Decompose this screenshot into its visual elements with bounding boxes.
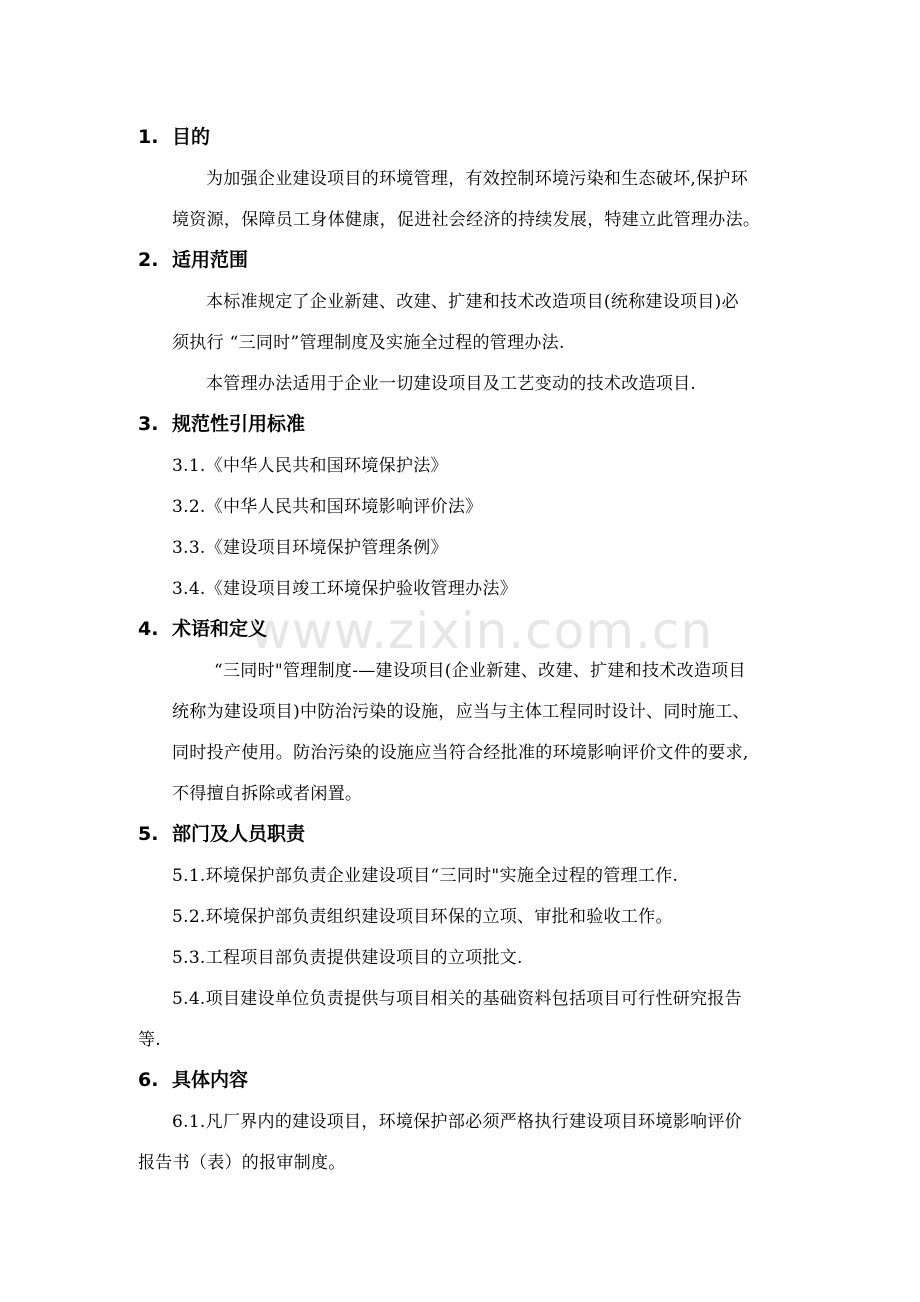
section-title: 部门及人员职责 xyxy=(172,823,306,845)
section-title: 规范性引用标准 xyxy=(172,413,306,435)
section-heading-4 xyxy=(138,617,267,641)
responsibility-item: 5.3.工程项目部负责提供建设项目的立项批文. xyxy=(172,948,523,968)
paragraph-line: 统称为建设项目)中防治污染的设施，应当与主体工程同时设计、同时施工、 xyxy=(172,702,750,722)
paragraph-line: 不得擅自拆除或者闲置。 xyxy=(172,784,363,804)
content-item: 6.1.凡厂界内的建设项目，环境保护部必须严格执行建设项目环境影响评价 xyxy=(172,1112,742,1132)
paragraph-line: 须执行 “三同时”管理制度及实施全过程的管理办法. xyxy=(172,333,565,353)
reference-item: 3.2.《中华人民共和国环境影响评价法》 xyxy=(172,497,483,517)
section-number: 6. xyxy=(138,1069,159,1091)
paragraph-line: “三同时"管理制度-—建设项目(企业新建、改建、扩建和技术改造项目 xyxy=(214,661,746,681)
paragraph-line: 境资源，保障员工身体健康，促进社会经济的持续发展，特建立此管理办法。 xyxy=(172,210,761,230)
paragraph-line: 本管理办法适用于企业一切建设项目及工艺变动的技术改造项目. xyxy=(206,374,697,394)
responsibility-item: 5.1.环境保护部负责企业建设项目“三同时"实施全过程的管理工作. xyxy=(172,866,679,886)
section-number: 1. xyxy=(138,126,159,148)
section-heading-1 xyxy=(138,125,210,149)
section-number: 5. xyxy=(138,823,159,845)
reference-item: 3.1.《中华人民共和国环境保护法》 xyxy=(172,456,448,476)
section-heading-2 xyxy=(138,248,248,272)
responsibility-item: 5.4.项目建设单位负责提供与项目相关的基础资料包括项目可行性研究报告 xyxy=(172,989,742,1009)
paragraph-line: 等. xyxy=(138,1030,162,1050)
reference-item: 3.3.《建设项目环境保护管理条例》 xyxy=(172,538,448,558)
section-title: 术语和定义 xyxy=(172,618,268,640)
section-heading-5 xyxy=(138,822,305,846)
paragraph-line: 为加强企业建设项目的环境管理，有效控制环境污染和生态破坏,保护环 xyxy=(206,169,749,189)
watermark: www.zixin.com.cn xyxy=(250,602,714,660)
paragraph-line: 同时投产使用。防治污染的设施应当符合经批准的环境影响评价文件的要求, xyxy=(172,743,749,763)
section-number: 3. xyxy=(138,413,159,435)
section-title: 目的 xyxy=(172,126,211,148)
section-title: 具体内容 xyxy=(172,1069,249,1091)
section-number: 4. xyxy=(138,618,159,640)
section-number: 2. xyxy=(138,249,159,271)
reference-item: 3.4.《建设项目竣工环境保护验收管理办法》 xyxy=(172,579,518,599)
section-title: 适用范围 xyxy=(172,249,249,271)
section-heading-6 xyxy=(138,1068,248,1092)
paragraph-line: 本标准规定了企业新建、改建、扩建和技术改造项目(统称建设项目)必 xyxy=(206,292,739,312)
paragraph-line: 报告书（表）的报审制度。 xyxy=(138,1153,346,1173)
responsibility-item: 5.2.环境保护部负责组织建设项目环保的立项、审批和验收工作。 xyxy=(172,907,673,927)
section-heading-3 xyxy=(138,412,305,436)
